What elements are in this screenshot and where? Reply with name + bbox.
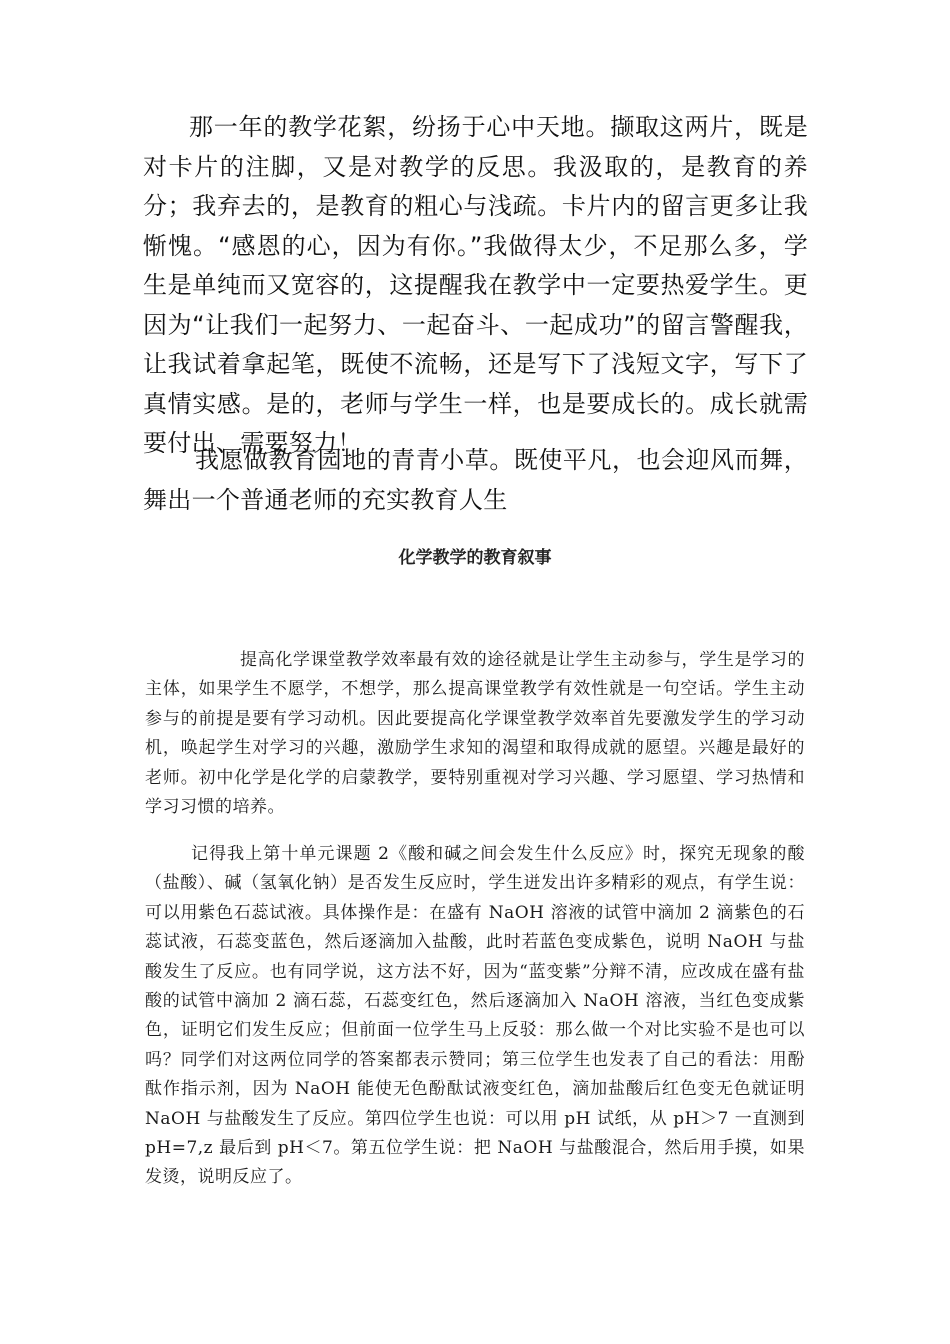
classroom-story-paragraph: 记得我上第十单元课题 2《酸和碱之间会发生什么反应》时，探究无现象的酸（盐酸）、碱（氢氧化钠）是否发生反应时，学生迸发出许多精彩的观点，有学生说：可以用紫色石蕊试液。具体操作是：在盛有 NaOH 溶液的试管中滴加 2 滴紫色的石蕊试液，石蕊变蓝色，然后逐滴加入盐酸，此时若蓝色变成紫色，说明 NaOH 与盐酸发生了反应。也有同学说，这方法不好，因为“蓝变紫”分辩不清，应改成在盛有盐酸的试管中滴加 2 滴石蕊，石蕊变红色，然后逐滴加入 NaOH 溶液，当红色变成紫色，证明它们发生反应；但前面一位学生马上反驳：那么做一个对比实验不是也可以吗？同学们对这两位同学的答案都表示赞同；第三位学生也发表了自己的看法：用酚酞作指示剂，因为 NaOH 能使无色酚酞试液变红色，滴加盐酸后红色变无色就证明 NaOH 与盐酸发生了反应。第四位学生也说：可以用 pH 试纸，从 pH＞7 一直测到 pH=7,z 最后到 pH＜7。第五位学生说：把 NaOH 与盐酸混合，然后用手摸，如果发烫，说明反应了。 xyxy=(145,844,805,1188)
intro-paragraph: 提高化学课堂教学效率最有效的途径就是让学生主动参与，学生是学习的主体，如果学生不愿学，不想学，那么提高课堂教学有效性就是一句空话。学生主动参与的前提是要有学习动机。因此要提高化学课堂教学效率首先要激发学生的学习动机，唤起学生对学习的兴趣，激励学生求知的渴望和取得成就的愿望。兴趣是最好的老师。初中化学是化学的启蒙教学，要特别重视对学习兴趣、学习愿望、学习热情和学习习惯的培养。 xyxy=(145,650,805,818)
reflection-paragraph: 那一年的教学花絮，纷扬于心中天地。撷取这两片，既是对卡片的注脚，又是对教学的反思。我汲取的，是教育的养分；我弃去的，是教育的粗心与浅疏。卡片内的留言更多让我惭愧。“感恩的心，因为有你。”我做得太少，不足那么多，学生是单纯而又宽容的，这提醒我在教学中一定要热爱学生。更因为“让我们一起努力、一起奋斗、一起成功”的留言警醒我，让我试着拿起笔，既使不流畅，还是写下了浅短文字，写下了真情实感。是的，老师与学生一样，也是要成长的。成长就需要付出、需要努力！ xyxy=(143,113,808,457)
closing-paragraph: 我愿做教育园地的青青小草。既使平凡，也会迎风而舞，舞出一个普通老师的充实教育人生 xyxy=(143,446,808,514)
article-title: 化学教学的教育叙事 xyxy=(398,548,552,568)
